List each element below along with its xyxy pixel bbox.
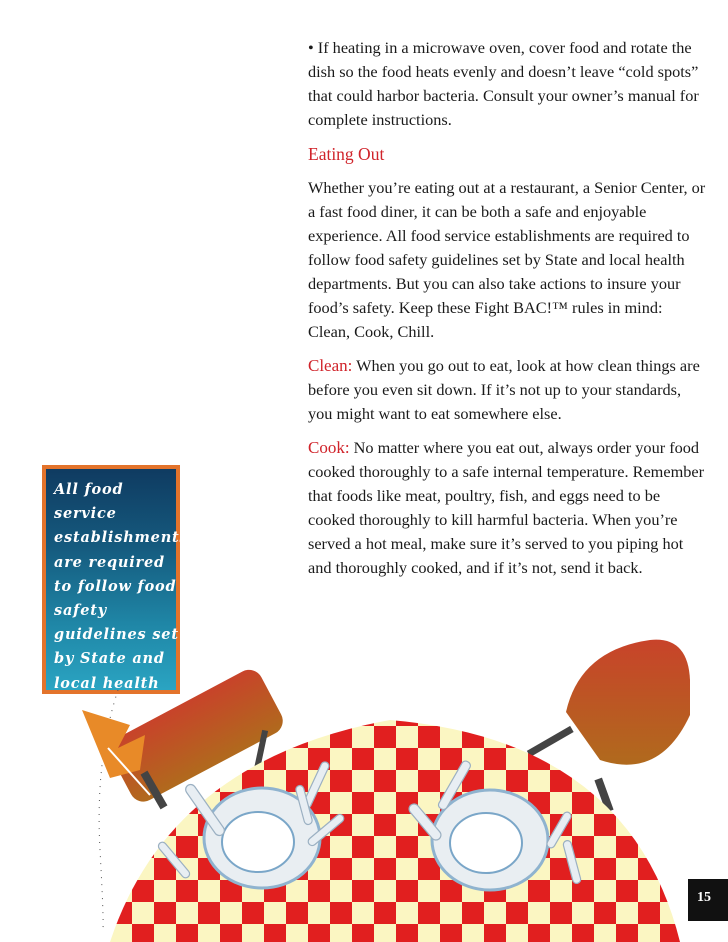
table-illustration xyxy=(0,630,728,942)
cook-label: Cook: xyxy=(308,438,350,457)
right-arm xyxy=(566,640,690,765)
right-plate xyxy=(432,790,548,890)
cook-paragraph xyxy=(308,436,708,580)
page-number: 15 xyxy=(697,890,711,905)
clean-paragraph xyxy=(308,354,708,426)
section-title: Eating Out xyxy=(308,144,385,164)
cook-text: No matter where you eat out, always order your food cooked thoroughly to a safe internal temperature. Remember that foods like meat, poultry, fish, and eggs need to be cooked thoroughly to kill harmful bacteria. When you’re served a hot meal, make sure it’s served to you piping hot and thoroughly cooked, and if it’s not, send it back. xyxy=(308,438,705,577)
clean-text: When you go out to eat, look at how clean things are before you even sit down. If it’s not up to your standards, you might want to eat somewhere else. xyxy=(308,356,700,423)
microwave-tip: • If heating in a microwave oven, cover food and rotate the dish so the food heats evenly and doesn’t leave “cold spots” that could harbor bacteria. Consult your owner’s manual for complete instructions. xyxy=(308,38,699,129)
main-column xyxy=(308,36,708,590)
callout-text: All food service establishments are required to follow food safety guidelines set by State and local health officials. xyxy=(54,481,189,716)
eating-out-intro: Whether you’re eating out at a restaurant, a Senior Center, or a fast food diner, it can be both a safe and enjoyable experience. All food service establishments are required to follow food safety guidelines set by State and local health departments. But you can also take actions to insure your food’s safety. Keep these Fight BAC!™ rules in mind: Clean, Cook, Chill. xyxy=(308,178,706,341)
left-hand xyxy=(82,710,145,778)
clean-label: Clean: xyxy=(308,356,353,375)
page-number-box xyxy=(688,879,728,921)
